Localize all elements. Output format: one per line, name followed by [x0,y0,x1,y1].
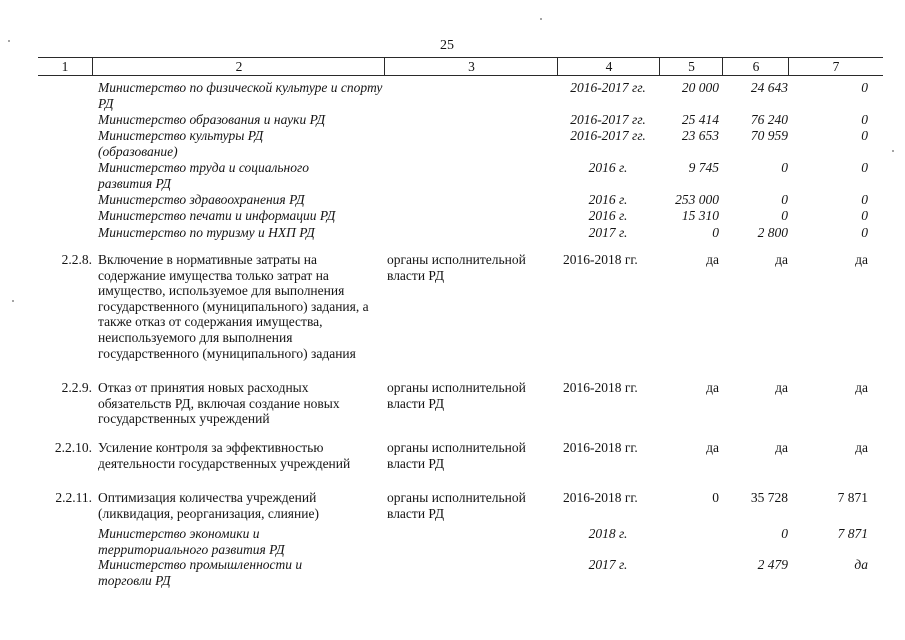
scan-speck [8,40,10,42]
value-col-7: 0 [861,128,868,143]
value-col-6: 0 [781,160,788,175]
executor: органы исполнительной власти РД [387,490,526,521]
period: 2016 г. [588,160,628,175]
value-col-5: да [706,380,719,395]
scan-speck [12,300,14,302]
value-col-5: 253 000 [675,192,719,207]
value-col-6: 2 479 [757,557,788,572]
measure-name: Оптимизация количества учреждений (ликвидация, реорганизация, слияние) [98,490,319,521]
value-col-6: 2 800 [757,225,788,240]
period: 2016 г. [588,192,628,207]
measure-name: Включение в нормативные затраты на содержание имущества только затрат на имущество, используемое для выполнения государственного (муниципального) задания, а также отказ от содержания имущества, неиспользуемого для выполнения государственного (муниципального) задания [98,252,369,361]
ministry-name: Министерство по физической культуре и спорту РД [98,80,383,111]
period: 2017 г. [588,557,628,572]
period: 2016-2018 гг. [563,380,638,395]
period: 2016-2017 гг. [570,128,646,143]
value-col-5: да [706,440,719,455]
value-col-5: 9 745 [688,160,719,175]
ministry-name: Министерство труда и социального развития РД [98,160,309,191]
ministry-name: Министерство печати и информации РД [98,208,336,223]
value-col-7: да [855,252,868,267]
measure-number: 2.2.10. [54,440,92,455]
value-col-7: 0 [861,192,868,207]
value-col-6: да [775,252,788,267]
header-col-7: 7 [788,58,883,75]
value-col-7: да [854,557,868,572]
value-col-7: 0 [861,160,868,175]
value-col-7: 0 [861,80,868,95]
value-col-5: да [706,252,719,267]
value-col-6: 0 [781,526,788,541]
value-col-7: 0 [861,208,868,223]
header-col-6: 6 [722,58,789,75]
value-col-5: 20 000 [681,80,719,95]
value-col-6: 24 643 [750,80,788,95]
period: 2016 г. [588,208,628,223]
period: 2018 г. [588,526,628,541]
value-col-6: да [775,440,788,455]
ministry-name: Министерство образования и науки РД [98,112,326,127]
value-col-6: 35 728 [750,490,788,505]
value-col-5: 0 [712,225,719,240]
executor: органы исполнительной власти РД [387,380,526,411]
value-col-7: да [855,440,868,455]
period: 2016-2017 гг. [570,112,646,127]
value-col-7: 0 [861,112,868,127]
scan-speck [540,18,542,20]
header-col-5: 5 [659,58,723,75]
period: 2016-2018 гг. [563,440,638,455]
period: 2016-2017 гг. [570,80,646,95]
executor: органы исполнительной власти РД [387,440,526,471]
measure-number: 2.2.8. [61,252,92,267]
measure-name: Усиление контроля за эффективностью деятельности государственных учреждений [98,440,351,471]
value-col-5: 23 653 [681,128,719,143]
ministry-name: Министерство экономики и территориального развития РД [98,526,285,557]
period: 2016-2018 гг. [563,490,638,505]
value-col-6: 0 [781,192,788,207]
value-col-5: 0 [712,490,719,505]
value-col-7: 7 871 [837,490,868,505]
value-col-7: да [855,380,868,395]
value-col-5: 25 414 [681,112,719,127]
value-col-6: 70 959 [750,128,788,143]
header-col-3: 3 [384,58,558,75]
period: 2016-2018 гг. [563,252,638,267]
page-number: 25 [440,38,454,53]
ministry-name: Министерство здравоохранения РД [98,192,305,207]
header-col-4: 4 [557,58,660,75]
value-col-5: 15 310 [681,208,719,223]
value-col-6: да [775,380,788,395]
executor: органы исполнительной власти РД [387,252,526,283]
ministry-name: Министерство промышленности и торговли РД [98,557,303,588]
ministry-name: Министерство культуры РД (образование) [98,128,264,159]
measure-number: 2.2.11. [55,490,92,505]
value-col-6: 0 [781,208,788,223]
header-col-1: 1 [61,59,69,74]
period: 2017 г. [588,225,628,240]
header-col-2: 2 [92,58,385,75]
value-col-6: 76 240 [750,112,788,127]
value-col-7: 0 [861,225,868,240]
budget-table [38,57,883,76]
table-header-row [38,57,883,76]
scan-speck [892,150,894,152]
measure-name: Отказ от принятия новых расходных обязательств РД, включая создание новых государственных учреждений [98,380,340,427]
measure-number: 2.2.9. [61,380,92,395]
ministry-name: Министерство по туризму и НХП РД [98,225,315,240]
value-col-7: 7 871 [837,526,868,541]
